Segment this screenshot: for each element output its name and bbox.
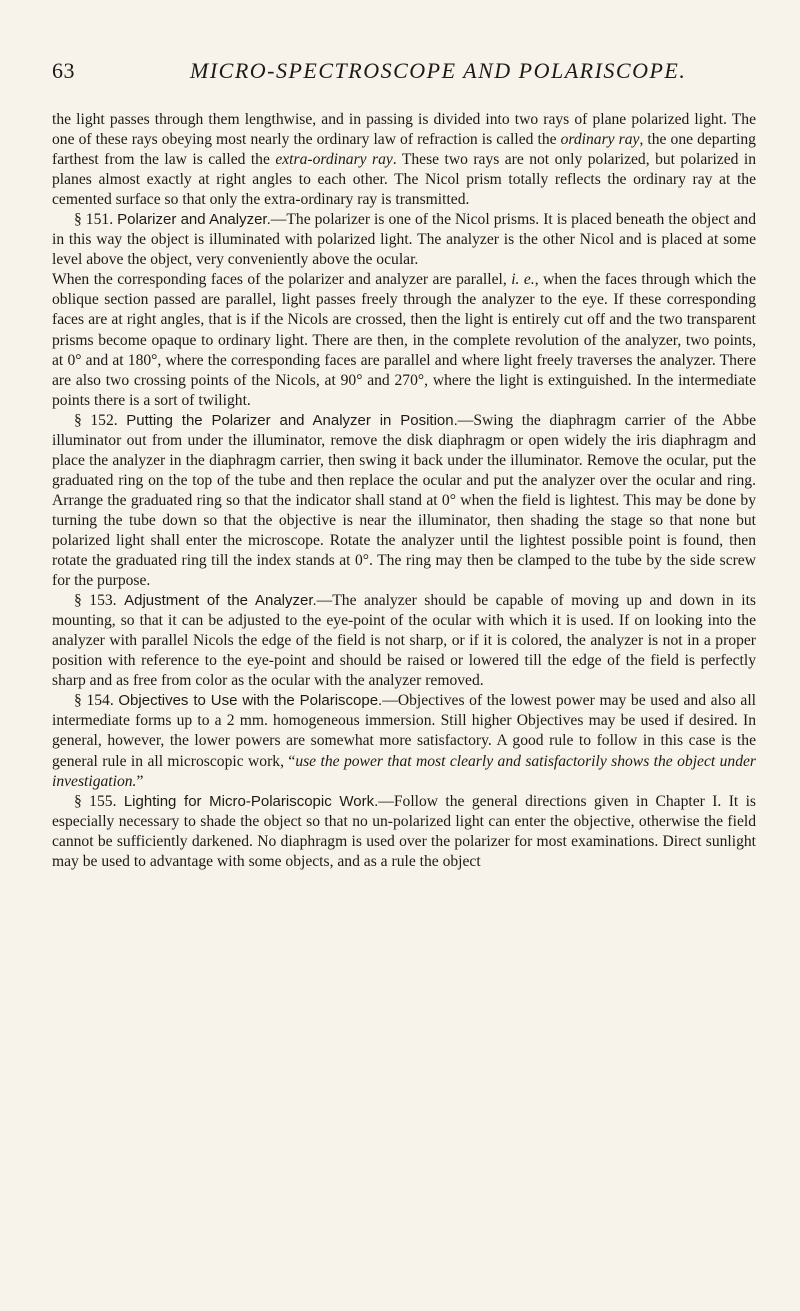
section-153-paragraph [52, 591, 756, 691]
section-155-text: —Follow the general directions given in Chapter I. It is especially necessary to shade the object so that no un-polarized light can enter the objective, otherwise the field cannot be sufficiently darkened. No diaphragm is used over the polarizer for most examinations. Direct sunlight may be used to advantage with some objects, and as a rule the object [52, 792, 756, 870]
intro-term-extra-ordinary-ray: extra-ordinary ray [275, 151, 393, 169]
section-154-quote-close: ” [136, 772, 144, 790]
section-153-heading: Adjustment of the Analyzer. [124, 592, 317, 610]
section-152-text: —Swing the diaphragm carrier of the Abbe illuminator out from under the illuminator, remove the disk diaphragm or open widely the iris diaphragm and place the analyzer in the diaphragm carrier, then swing it back under the illuminator. Remove the ocular, put the graduated ring on the top of the tube and then replace the ocular and put the analyzer over the ocular and ring. Arrange the graduated ring so that the indicator shall stand at 0° when the field is lightest. This may be done by turning the tube down so that the objective is near the illuminator, then shading the stage so that none but polarized light shall enter the microscope. Rotate the analyzer until the lightest possible point is found, then rotate the graduated ring till the index stands at 0°. The ring may then be clamped to the tube by the side screw for the purpose. [52, 411, 756, 590]
section-151-p2-text-1: When the corresponding faces of the polarizer and analyzer are parallel, [52, 271, 512, 289]
section-153-text: —The analyzer should be capable of moving up and down in its mounting, so that it can be adjusted to the eye-point of the ocular with which it is used. If on looking into the analyzer with parallel Nicols the edge of the field is not sharp, or if it is colored, the analyzer is not in a proper position with reference to the eye-point and should be raised or lowered till the edge of the field is perfectly sharp and as free from color as the ocular with the analyzer removed. [52, 592, 756, 690]
running-header [52, 58, 756, 92]
intro-text-1: the light passes through them lengthwise, and in passing is divided into two rays of plane polarized light. The one of these rays obeying most nearly the ordinary law of refraction is called the [52, 111, 756, 149]
section-151-text: —The polarizer is one of the Nicol prisms. It is placed beneath the object and in this way the object is illuminated with polarized light. The analyzer is the other Nicol and is placed at some level above the object, very conveniently above the ocular. [52, 211, 757, 269]
section-152-number: § 152. [74, 411, 118, 429]
book-page [52, 58, 756, 872]
section-155-heading: Lighting for Micro-Polariscopic Work. [123, 792, 379, 810]
section-153-number: § 153. [74, 592, 117, 610]
intro-text-3: . These two rays are not only polarized, but polarized in planes almost exactly at right angles to each other. The Nicol prism totally reflects the ordinary ray at the cemented surface so that only the extra-ordinary ray is transmitted. [52, 151, 756, 209]
running-title: MICRO-SPECTROSCOPE AND POLARISCOPE. [190, 58, 687, 83]
section-152-heading: Putting the Polarizer and Analyzer in Position. [126, 411, 458, 429]
section-151-paragraph [52, 210, 756, 270]
section-155-paragraph [52, 792, 756, 872]
intro-text-2: , the one departing farthest from the law is called the [52, 131, 756, 169]
section-154-quote: use the power that most clearly and satisfactorily shows the object under investigation. [52, 752, 756, 790]
section-154-number: § 154. [74, 692, 114, 710]
page-number: 63 [52, 58, 75, 83]
section-151-p2-abbrev: i. e. [511, 271, 535, 289]
section-154-heading: Objectives to Use with the Polariscope. [118, 692, 383, 710]
section-151-heading: Polarizer and Analyzer. [117, 211, 271, 229]
section-154-paragraph [52, 691, 756, 791]
section-154-text: —Objectives of the lowest power may be used and also all intermediate forms up to a 2 mm. homogeneous immersion. Still higher Objectives may be used if desired. In general, however, the lower powers are somewhat more satisfactory. A good rule to follow in this case is the general rule in all microscopic work, “ [52, 692, 757, 770]
section-151-p2-text-2: , when the faces through which the oblique section passed are parallel, light passes freely through the analyzer to the eye. If these corresponding faces are at right angles, that is if the Nicols are crossed, then the light is entirely cut off and the two transparent prisms become opaque to ordinary light. There are then, in the complete revolution of the analyzer, two points, at 0° and at 180°, where the corresponding faces are parallel and where light freely traverses the analyzer. There are also two crossing points of the Nicols, at 90° and 270°, where the light is extinguished. In the intermediate points there is a sort of twilight. [52, 271, 757, 409]
section-155-number: § 155. [74, 792, 117, 810]
intro-paragraph [52, 110, 756, 210]
intro-term-ordinary-ray: ordinary ray [560, 131, 640, 149]
body-text [52, 110, 756, 872]
section-151-paragraph-2 [52, 270, 756, 410]
section-152-paragraph [52, 411, 756, 591]
section-151-number: § 151. [74, 211, 114, 229]
